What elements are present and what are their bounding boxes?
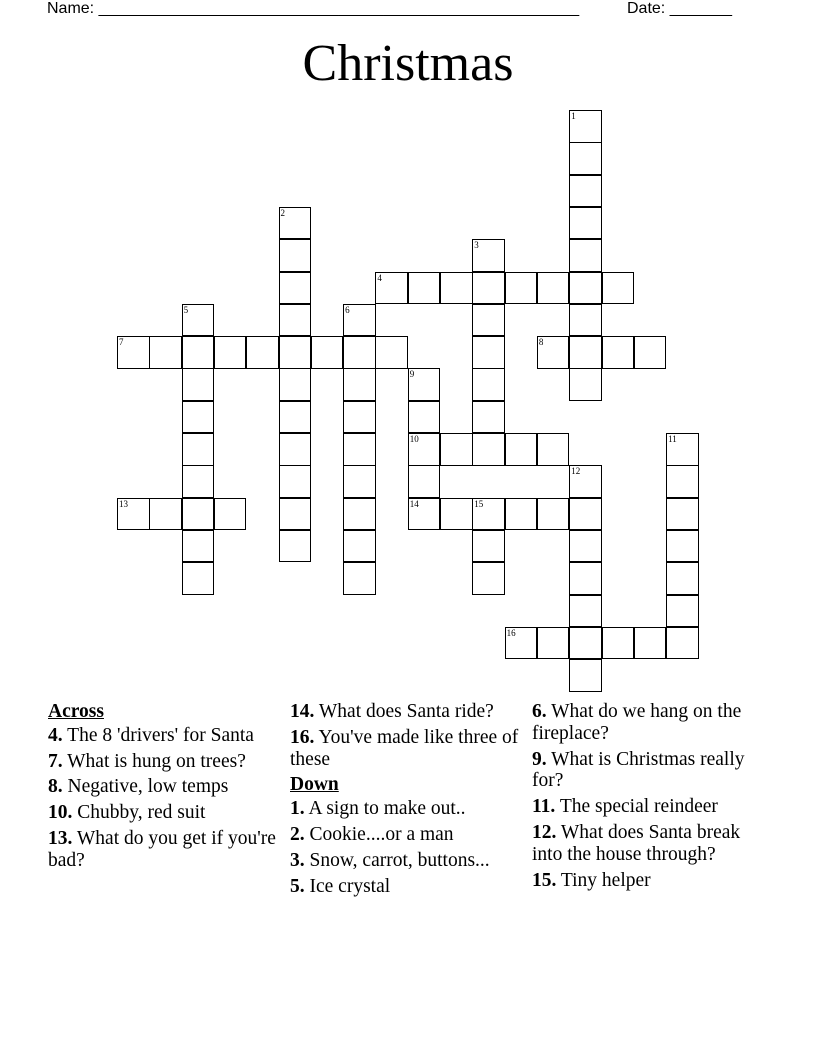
grid-cell[interactable]: [666, 595, 699, 628]
grid-cell[interactable]: [408, 272, 441, 305]
grid-cell[interactable]: [569, 239, 602, 272]
clue-item: [532, 701, 768, 745]
page-title: Christmas: [302, 35, 514, 92]
clue-number: 13: [119, 498, 128, 509]
grid-cell[interactable]: [634, 336, 667, 369]
clue-item-number: 14.: [290, 701, 315, 722]
grid-cell[interactable]: [182, 498, 215, 531]
grid-cell[interactable]: [343, 368, 376, 401]
clue-item: [48, 751, 284, 773]
clue-number: 16: [506, 627, 516, 638]
date-field-label: Date: _______: [627, 0, 732, 17]
clue-item-text: The 8 'drivers' for Santa: [67, 724, 254, 746]
grid-cell[interactable]: [182, 465, 215, 498]
grid-cell[interactable]: [408, 465, 441, 498]
grid-cell[interactable]: [343, 498, 376, 531]
grid-cell[interactable]: [182, 304, 215, 337]
grid-cell[interactable]: [569, 465, 602, 498]
clue-number: 3: [474, 240, 479, 251]
clue-number: 15: [474, 498, 484, 509]
clue-item: [532, 870, 768, 892]
grid-cell[interactable]: [537, 498, 570, 531]
grid-cell[interactable]: [279, 401, 312, 434]
grid-cell[interactable]: [440, 498, 473, 531]
grid-cell[interactable]: [343, 465, 376, 498]
grid-cell[interactable]: [472, 498, 505, 531]
clue-item-number: 7.: [48, 750, 63, 772]
grid-cell[interactable]: [602, 627, 635, 660]
grid-cell[interactable]: [472, 368, 505, 401]
grid-cell[interactable]: [375, 336, 408, 369]
grid-cell[interactable]: [408, 368, 441, 401]
clue-item-text: Tiny helper: [560, 869, 651, 891]
clue-number: 7: [119, 337, 124, 348]
grid-cell[interactable]: [279, 465, 312, 498]
clue-column-2: [290, 701, 526, 901]
grid-cell[interactable]: [472, 530, 505, 563]
grid-cell[interactable]: [182, 530, 215, 563]
clue-item: [290, 798, 526, 820]
clue-item: [532, 749, 768, 793]
grid-cell[interactable]: [666, 498, 699, 531]
clue-item-text: Cookie....or a man: [309, 823, 454, 845]
clue-number: 5: [183, 304, 189, 315]
grid-cell[interactable]: [569, 142, 602, 175]
grid-cell[interactable]: [246, 336, 279, 369]
grid-cell[interactable]: [279, 207, 312, 240]
clue-item-text: What do you get if you're bad?: [48, 827, 276, 871]
grid-cell[interactable]: [537, 272, 570, 305]
grid-cell[interactable]: [569, 530, 602, 563]
clue-number: 9: [409, 369, 415, 380]
clue-item-text: What do we hang on the fireplace?: [532, 701, 742, 744]
grid-cell[interactable]: [569, 304, 602, 337]
clue-item-text: What does Santa break into the house through?: [532, 821, 741, 865]
grid-cell[interactable]: [569, 498, 602, 531]
grid-cell[interactable]: [343, 530, 376, 563]
clue-item-number: 3.: [290, 849, 305, 871]
grid-cell[interactable]: [537, 336, 570, 369]
clue-item-number: 1.: [290, 798, 305, 820]
clue-section-heading: Across: [48, 701, 104, 722]
grid-cell[interactable]: [343, 304, 376, 337]
clue-item-number: 6.: [532, 701, 547, 722]
grid-cell[interactable]: [505, 433, 538, 466]
grid-cell[interactable]: [537, 433, 570, 466]
grid-cell[interactable]: [666, 562, 699, 595]
clue-item-number: 9.: [532, 748, 547, 770]
clue-item: [290, 824, 526, 846]
grid-cell[interactable]: [472, 272, 505, 305]
grid-cell[interactable]: [311, 336, 344, 369]
grid-cell[interactable]: [182, 433, 215, 466]
clue-item: [48, 776, 284, 798]
grid-cell[interactable]: [472, 304, 505, 337]
grid-cell[interactable]: [279, 530, 312, 563]
clue-item-text: What does Santa ride?: [318, 701, 494, 722]
grid-cell[interactable]: [279, 433, 312, 466]
grid-cell[interactable]: [182, 368, 215, 401]
grid-cell[interactable]: [569, 175, 602, 208]
grid-cell[interactable]: [602, 272, 635, 305]
clue-item-text: What is Christmas really for?: [532, 748, 745, 792]
grid-cell[interactable]: [634, 627, 667, 660]
grid-cell[interactable]: [569, 595, 602, 628]
clue-item: [290, 876, 526, 898]
grid-cell[interactable]: [472, 433, 505, 466]
clue-item-number: 16.: [290, 726, 315, 748]
clue-item-text: Chubby, red suit: [77, 802, 206, 824]
grid-cell[interactable]: [343, 401, 376, 434]
grid-cell[interactable]: [440, 433, 473, 466]
grid-cell[interactable]: [117, 336, 150, 369]
grid-cell[interactable]: [666, 465, 699, 498]
grid-cell[interactable]: [343, 433, 376, 466]
clue-number: 2: [280, 207, 285, 218]
grid-cell[interactable]: [375, 272, 408, 305]
grid-cell[interactable]: [569, 627, 602, 660]
grid-cell[interactable]: [505, 272, 538, 305]
grid-cell[interactable]: [569, 207, 602, 240]
clue-number: 4: [377, 272, 382, 283]
grid-cell[interactable]: [182, 336, 215, 369]
clue-number: 11: [668, 434, 677, 444]
grid-cell[interactable]: [472, 239, 505, 272]
grid-cell[interactable]: [408, 433, 441, 466]
clue-item-number: 10.: [48, 802, 73, 824]
grid-cell[interactable]: [666, 530, 699, 563]
clue-section-heading: Down: [290, 774, 339, 796]
clue-item: [532, 822, 768, 866]
grid-cell[interactable]: [569, 562, 602, 595]
grid-cell[interactable]: [149, 336, 182, 369]
grid-cell[interactable]: [279, 368, 312, 401]
grid-cell[interactable]: [666, 433, 699, 466]
grid-cell[interactable]: [408, 401, 441, 434]
clue-number: 1: [571, 111, 576, 121]
clue-item-text: Negative, low temps: [67, 776, 229, 798]
grid-cell[interactable]: [343, 562, 376, 595]
clue-number: 8: [538, 337, 544, 348]
grid-cell[interactable]: [569, 336, 602, 369]
clue-item-text: What is hung on trees?: [67, 750, 246, 772]
grid-cell[interactable]: [569, 659, 602, 692]
grid-cell[interactable]: [408, 498, 441, 531]
clue-item-number: 8.: [48, 776, 63, 798]
grid-cell[interactable]: [472, 336, 505, 369]
clue-item-text: Ice crystal: [309, 875, 391, 897]
grid-cell[interactable]: [279, 304, 312, 337]
clue-number: 14: [409, 498, 419, 509]
grid-cell[interactable]: [117, 498, 150, 531]
grid-cell[interactable]: [666, 627, 699, 660]
clue-item-number: 13.: [48, 827, 73, 849]
grid-cell[interactable]: [505, 498, 538, 531]
clue-item: [48, 802, 284, 824]
clue-column-1: [48, 701, 284, 876]
grid-cell[interactable]: [149, 498, 182, 531]
clue-item-number: 5.: [290, 875, 305, 897]
grid-cell[interactable]: [343, 336, 376, 369]
grid-cell[interactable]: [569, 272, 602, 305]
clue-item: [48, 828, 284, 872]
clue-item: [290, 850, 526, 872]
clue-number: 10: [409, 434, 419, 444]
grid-cell[interactable]: [569, 110, 602, 143]
grid-cell[interactable]: [279, 239, 312, 272]
name-field-label: Name: ______________________________________________________: [47, 0, 580, 17]
clue-item-text: You've made like three of these: [290, 726, 519, 770]
grid-cell[interactable]: [440, 272, 473, 305]
clue-item-number: 2.: [290, 823, 305, 845]
clue-item-text: Snow, carrot, buttons...: [309, 849, 490, 871]
grid-cell[interactable]: [279, 272, 312, 305]
clue-number: 12: [571, 466, 581, 477]
clue-column-3: [532, 701, 768, 895]
grid-cell[interactable]: [279, 498, 312, 531]
grid-cell[interactable]: [472, 562, 505, 595]
clue-item-number: 15.: [532, 869, 557, 891]
grid-cell[interactable]: [602, 336, 635, 369]
grid-cell[interactable]: [214, 498, 247, 531]
grid-cell[interactable]: [505, 627, 538, 660]
clue-item-number: 4.: [48, 724, 63, 746]
grid-cell[interactable]: [569, 368, 602, 401]
clue-item: [532, 796, 768, 818]
clue-item: [290, 701, 526, 723]
clue-item: [48, 725, 284, 747]
grid-cell[interactable]: [182, 562, 215, 595]
clue-item-text: A sign to make out..: [308, 798, 466, 820]
grid-cell[interactable]: [214, 336, 247, 369]
clue-item: [290, 727, 526, 771]
grid-cell[interactable]: [182, 401, 215, 434]
grid-cell[interactable]: [537, 627, 570, 660]
clue-item-number: 12.: [532, 821, 557, 843]
clue-item-text: The special reindeer: [559, 796, 718, 818]
grid-cell[interactable]: [472, 401, 505, 434]
clue-item-number: 11.: [532, 796, 556, 818]
clue-number: 6: [345, 304, 350, 315]
grid-cell[interactable]: [279, 336, 312, 369]
